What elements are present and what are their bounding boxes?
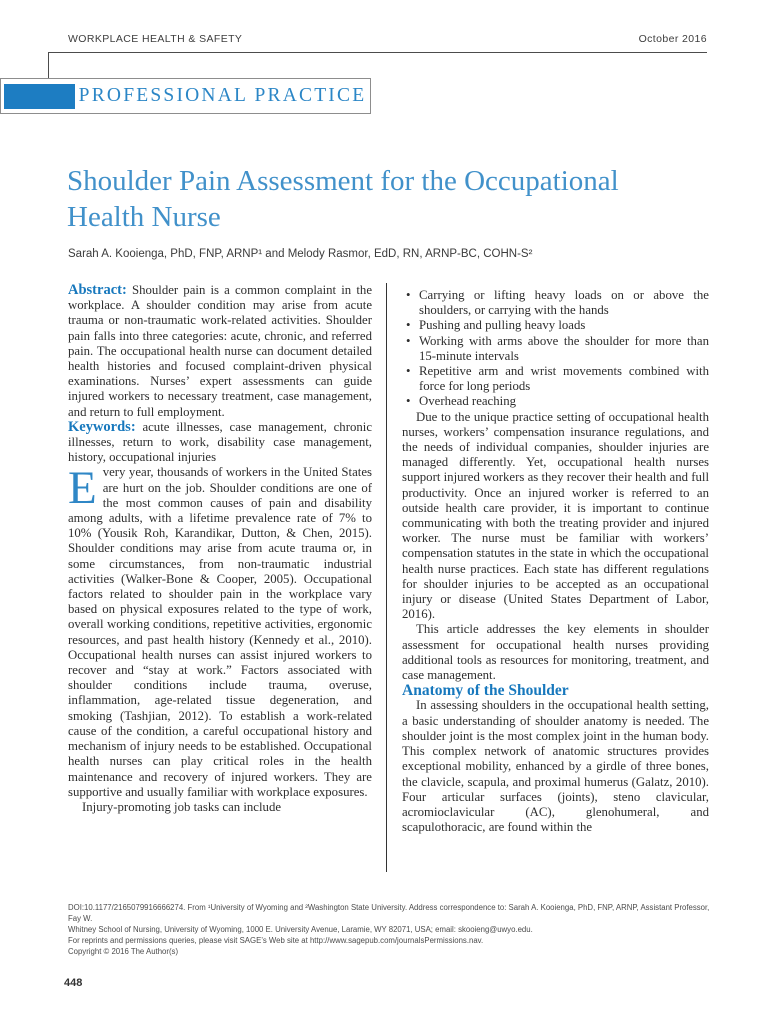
article-title: Shoulder Pain Assessment for the Occupational Health Nurse xyxy=(67,165,619,233)
bullet-icon: • xyxy=(406,318,411,333)
journal-name: WORKPLACE HEALTH & SAFETY xyxy=(68,33,243,45)
job-task-item xyxy=(402,334,709,364)
keywords-text: acute illnesses, case management, chronic illnesses, return to work, disability case management, history, occupational injuries xyxy=(68,419,372,465)
footnote-line: DOI:10.1177/2165079916666274. From ¹University of Wyoming and ²Washington State University. Address correspondence to: Sarah A. Kooienga, PhD, FNP, ARNP, Assistant Professor, Fay W. xyxy=(68,903,710,923)
abstract-text: Shoulder pain is a common complaint in the workplace. A shoulder condition may arise from acute trauma or non-traumatic work-related activities. Shoulder pain falls into three categories: acute, chronic, and referred pain. The occupational health nurse can document detailed health histories and focused complaint-driven physical examinations. Nurses’ expert assessments can guide injured workers to necessary treatment, case management, and return to full employment. xyxy=(68,283,372,419)
article-body xyxy=(68,283,709,872)
footnote-line: Copyright © 2016 The Author(s) xyxy=(68,947,179,956)
abstract-paragraph xyxy=(68,283,372,420)
footnote-block xyxy=(68,902,716,957)
author-line: Sarah A. Kooienga, PhD, FNP, ARNP¹ and Melody Rasmor, EdD, RN, ARNP-BC, COHN-S² xyxy=(68,248,533,260)
footnote-line: For reprints and permissions queries, please visit SAGE’s Web site at http://www.sagepub.com/journalsPermissions.nav. xyxy=(68,936,484,945)
intro-paragraph xyxy=(68,462,372,799)
bullet-icon: • xyxy=(406,288,411,302)
bullet-icon: • xyxy=(406,394,411,409)
job-task-text: Pushing and pulling heavy loads xyxy=(419,318,586,333)
drop-cap: E xyxy=(68,462,97,515)
job-task-text: Overhead reaching xyxy=(419,394,516,409)
bullet-icon: • xyxy=(406,364,411,379)
job-task-text: Repetitive arm and wrist movements combined with force for long periods xyxy=(419,364,709,394)
body-paragraph-this-article: This article addresses the key elements in shoulder assessment for occupational health nurses providing additional tools as resources for monitoring, treatment, and case management. xyxy=(402,622,709,683)
bullet-icon: • xyxy=(406,333,411,348)
job-task-item xyxy=(402,394,709,409)
injury-tasks-lead-in: Injury-promoting job tasks can include xyxy=(82,799,282,814)
running-header xyxy=(68,33,707,45)
job-task-list xyxy=(402,288,709,410)
section-heading-anatomy: Anatomy of the Shoulder xyxy=(402,682,569,700)
body-paragraph-due-to: Due to the unique practice setting of occupational health nurses, workers’ compensation insurance regulations, and the needs of individual companies, shoulder injuries are managed differently. Yet, occupational health nurses support injured workers as they recover their health and full productivity. Once an injured worker is referred to an outside health care provider, it is important to continue communicating with both the treating provider and injured worker. The nurse must be familiar with workers’ compensation statutes in the state in which the occupational health nurse practices. Each state has different regulations for shoulder injuries to be accepted as an occupational injury or disease (United States Department of Labor, 2016). xyxy=(402,409,709,622)
section-banner-label: PROFESSIONAL PRACTICE xyxy=(78,85,367,106)
job-task-text: Carrying or lifting heavy loads on or above the shoulders, or carrying with the hands xyxy=(419,288,709,318)
banner-color-block xyxy=(4,84,75,109)
job-task-item xyxy=(402,318,709,333)
abstract-label: Abstract: xyxy=(68,282,127,298)
keywords-paragraph xyxy=(68,420,372,466)
keywords-label: Keywords: xyxy=(68,418,136,435)
left-column xyxy=(68,283,386,872)
footnote-line: Whitney School of Nursing, University of Wyoming, 1000 E. University Avenue, Laramie, WY 82071, USA; email: skooieng@uwyo.edu. xyxy=(68,925,533,934)
intro-text: very year, thousands of workers in the United States are hurt on the job. Shoulder conditions are one of the most common causes of pain and disability among adults, with a lifetime prevalence rate of 7% to 10% (Yousik Roh, Karandikar, Dutton, & Chen, 2015). Shoulder conditions may arise from acute trauma or, in some circumstances, from non-traumatic industrial activities (Walker-Bone & Cooper, 2005). Occupational factors related to shoulder pain in the workplace vary based on physical exposures related to the type of work, overall working conditions, repetitive activities, ergonomic resources, and past health history (Kennedy et al., 2010). Occupational health nurses can assist injured workers to recover and “stay at work.” Factors associated with shoulder conditions include trauma, overuse, inflammation, age-related tissue degeneration, and smoking (Tashjian, 2012). To establish a work-related cause of the condition, a careful occupational history and mechanism of injury needs to be established. Occupational health nurses can play critical roles in the health maintenance and recovery of injured workers. They are supportive and usually familiar with workplace exposures. xyxy=(68,465,372,799)
issue-date: October 2016 xyxy=(638,33,707,45)
page-number: 448 xyxy=(64,977,83,989)
header-rule xyxy=(48,52,707,79)
right-column xyxy=(386,283,709,872)
section-banner xyxy=(0,78,371,114)
job-task-item xyxy=(402,364,709,394)
job-task-text: Working with arms above the shoulder for more than 15-minute intervals xyxy=(419,333,709,363)
job-task-item xyxy=(402,288,709,318)
body-paragraph-anatomy: In assessing shoulders in the occupational health setting, a basic understanding of shoulder anatomy is needed. The shoulder joint is the most complex joint in the human body. This complex network of anatomic structures provides exceptional mobility, enhanced by a girdle of three bones, the clavicle, scapula, and proximal humerus (Galatz, 2010). Four articular surfaces (joints), steno clavicular, acromioclavicular (AC), glenohumeral, and scapulothoracic, are found within the xyxy=(402,698,709,835)
